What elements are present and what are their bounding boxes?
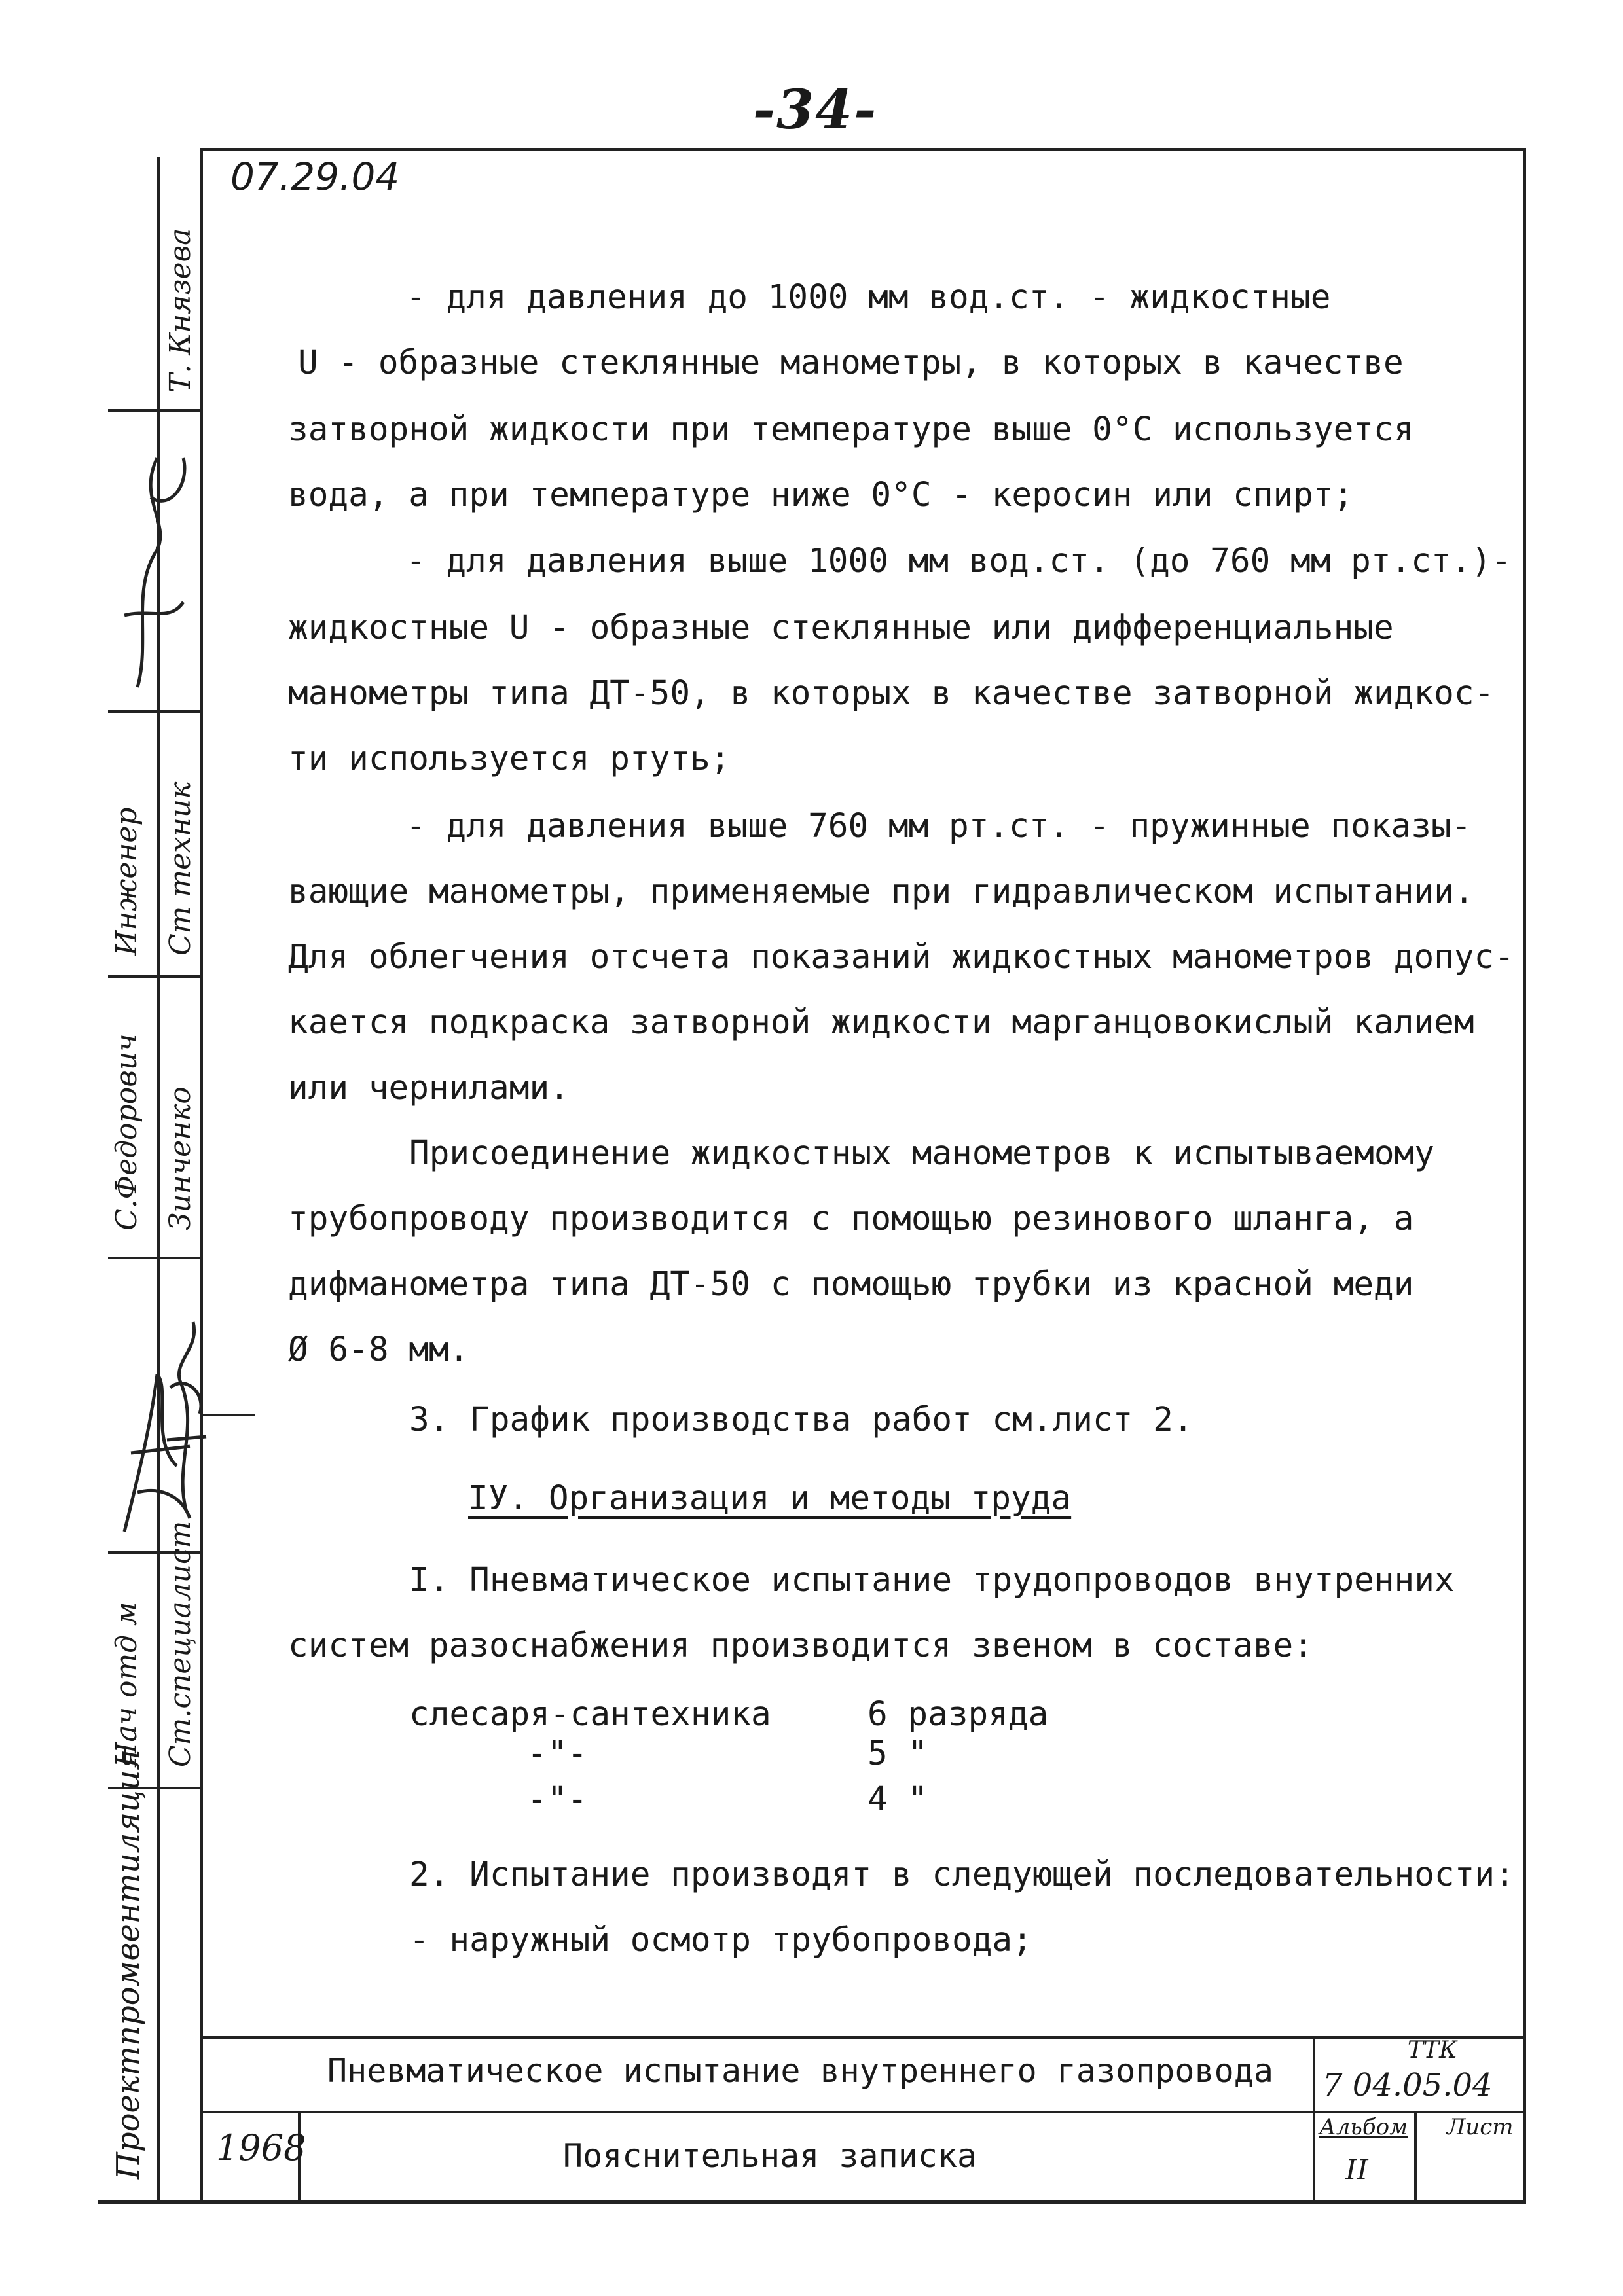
frame-top-line bbox=[200, 148, 1525, 151]
stamp-title: Пневматическое испытание внутреннего газопровода bbox=[327, 2052, 1273, 2090]
paragraph-line: U - образные стеклянные манометры, в которых в качестве bbox=[298, 344, 1404, 382]
paragraph-line: - для давления выше 1000 мм вод.ст. (до 760 мм рт.ст.)- bbox=[406, 542, 1512, 581]
paragraph-line: ти используется ртуть; bbox=[288, 740, 731, 778]
crew-grade: 5 " bbox=[867, 1734, 928, 1773]
stamp-album-label: Альбом bbox=[1319, 2114, 1408, 2140]
crew-role: слесаря-сантехника bbox=[409, 1695, 771, 1734]
section-heading: IУ. Организация и методы труда bbox=[468, 1479, 1072, 1518]
signature-mark bbox=[111, 419, 203, 700]
side-separator bbox=[108, 1257, 203, 1259]
stamp-top-line bbox=[200, 2036, 1525, 2039]
stamp-divider-right bbox=[1313, 2036, 1315, 2202]
paragraph-line: Ø 6-8 мм. bbox=[288, 1331, 469, 1369]
paragraph-line: - наружный осмотр трубопровода; bbox=[409, 1921, 1032, 1960]
stamp-album-value: II bbox=[1345, 2153, 1368, 2187]
side-name-fedorovich: С.Федорович bbox=[110, 1033, 143, 1230]
stamp-subtitle: Пояснительная записка bbox=[563, 2137, 977, 2175]
paragraph-line: или чернилами. bbox=[288, 1069, 570, 1107]
stamp-ttk-label: ТТК bbox=[1408, 2037, 1457, 2064]
paragraph-line: вода, а при температуре ниже 0°С - керосин или спирт; bbox=[288, 476, 1354, 514]
crew-role: -"- bbox=[527, 1734, 588, 1773]
paragraph-line: кается подкраска затворной жидкости марганцовокислый калием bbox=[288, 1003, 1474, 1042]
paragraph-line: - для давления до 1000 мм вод.ст. - жидкостные bbox=[406, 278, 1331, 317]
paragraph-line: жидкостные U - образные стеклянные или дифференциальные bbox=[288, 609, 1394, 647]
stamp-middle-line bbox=[200, 2111, 1525, 2113]
side-separator bbox=[108, 409, 203, 412]
stamp-ttk-code: 7 04.05.04 bbox=[1322, 2067, 1493, 2104]
frame-right-line bbox=[1523, 148, 1526, 2203]
stamp-sheet-label: Лист bbox=[1447, 2114, 1514, 2140]
side-separator bbox=[108, 710, 203, 713]
side-dept-head: Нач отд м bbox=[110, 1602, 143, 1767]
crew-grade: 4 " bbox=[867, 1780, 928, 1819]
side-senior-technician: Ст техник bbox=[164, 781, 197, 956]
paragraph-line: - для давления выше 760 мм рт.ст. - пружинные показы- bbox=[406, 807, 1472, 846]
document-code: 07.29.04 bbox=[230, 154, 400, 199]
crew-role: -"- bbox=[527, 1780, 588, 1819]
paragraph-line: Для облегчения отсчета показаний жидкостных манометров допус- bbox=[288, 938, 1514, 977]
paragraph-line: дифманометра типа ДТ-50 с помощью трубки из красной меди bbox=[288, 1265, 1414, 1304]
side-org-name: Проектпромвентиляция bbox=[110, 1749, 147, 2179]
side-senior-specialist: Ст.специалист bbox=[164, 1520, 197, 1767]
frame-bottom-line bbox=[98, 2200, 1526, 2204]
paragraph-line: I. Пневматическое испытание трудопроводов внутренних bbox=[409, 1561, 1455, 1600]
paragraph-line: трубопроводу производится с помощью резинового шланга, а bbox=[288, 1200, 1414, 1238]
paragraph-line: систем разоснабжения производится звеном в составе: bbox=[288, 1626, 1313, 1665]
side-separator bbox=[108, 975, 203, 978]
side-name-knyazeva: Т. Князева bbox=[164, 228, 197, 393]
side-name-zinchenko: Зинченко bbox=[164, 1086, 197, 1230]
page-number: -34- bbox=[753, 79, 878, 141]
paragraph-line: вающие манометры, применяемые при гидравлическом испытании. bbox=[288, 872, 1474, 911]
paragraph-line: затворной жидкости при температуре выше 0°С используется bbox=[288, 410, 1414, 449]
paragraph-line: 3. График производства работ см.лист 2. bbox=[409, 1401, 1194, 1439]
paragraph-line: манометры типа ДТ-50, в которых в качестве затворной жидкос- bbox=[288, 674, 1495, 713]
stamp-year: 1968 bbox=[216, 2127, 306, 2168]
paragraph-line: Присоединение жидкостных манометров к испытываемому bbox=[409, 1134, 1434, 1173]
paragraph-line: 2. Испытание производят в следующей последовательности: bbox=[409, 1856, 1515, 1894]
signature-mark bbox=[160, 1309, 213, 1525]
stamp-divider-sheet bbox=[1414, 2111, 1417, 2202]
crew-grade: 6 разряда bbox=[867, 1695, 1049, 1734]
side-engineer: Инженер bbox=[110, 807, 143, 956]
